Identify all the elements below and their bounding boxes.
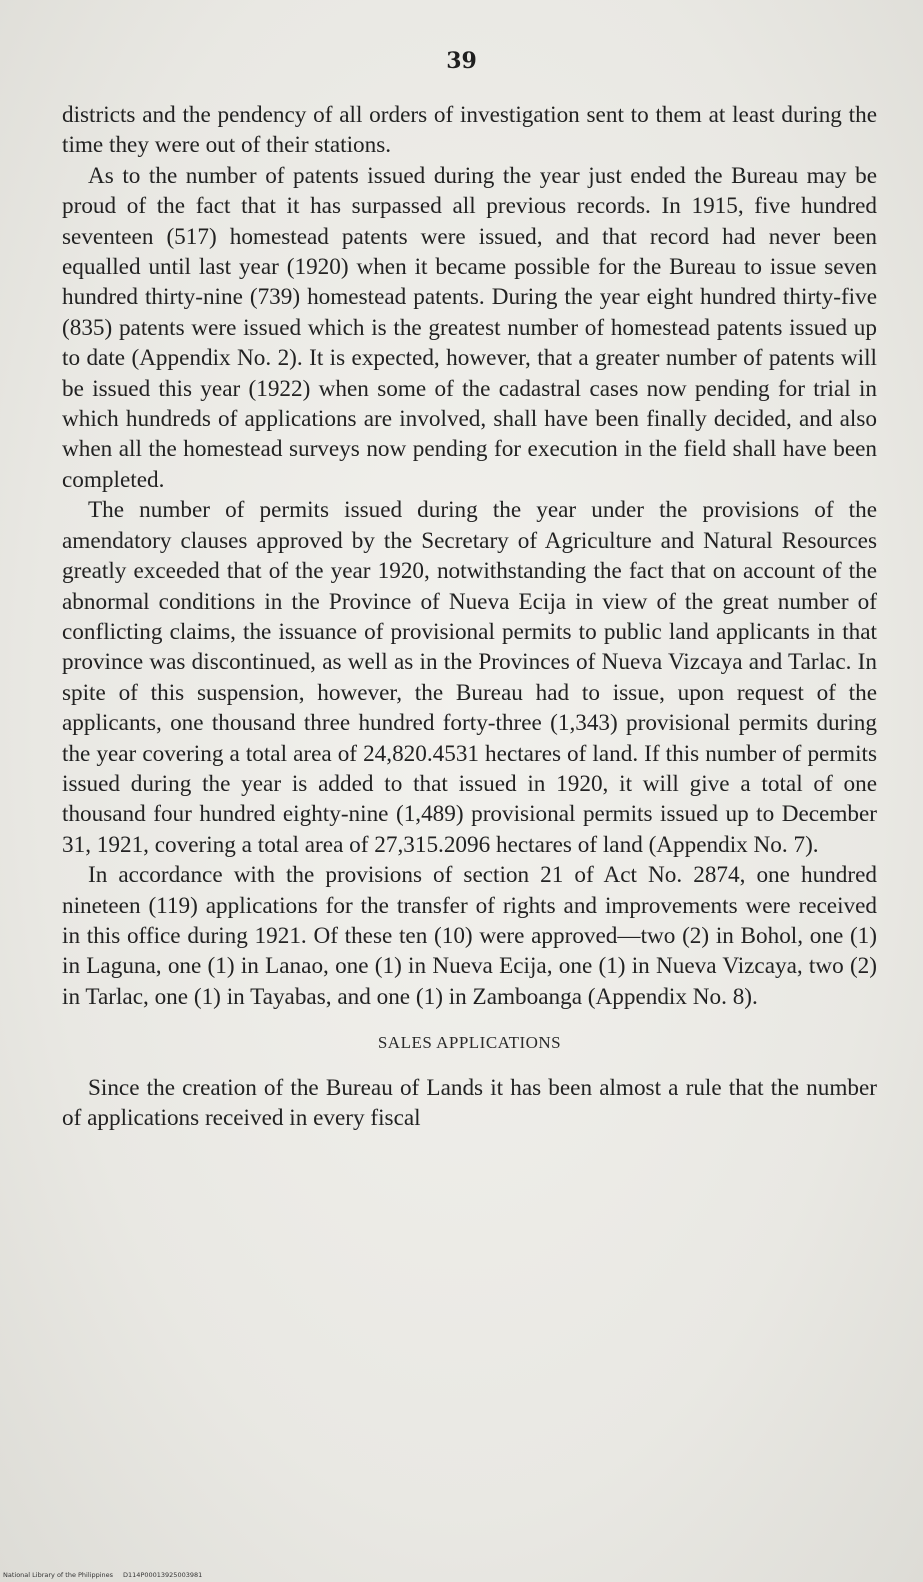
paragraph-sales-applications: Since the creation of the Bureau of Lands it has been almost a rule that the number of applications received in every fiscal [62, 1074, 877, 1131]
paragraph-continued: districts and the pendency of all orders of investigation sent to them at least during the time they were out of their stations. [62, 102, 877, 159]
paragraph-transfer-rights: In accordance with the provisions of section 21 of Act No. 2874, one hundred nineteen (119) applications for the transfer of rights and improvements were received in this office during 1921. Of these ten (10) were approved—two (2) in Bohol, one (1) in Laguna, one (1) in Lanao, one (1) in Nueva Ecija, one (1) in Nueva Vizcaya, two (2) in Tarlac, one (1) in Tayabas, and one (1) in Zamboanga (Appendix No. 8). [62, 862, 877, 1010]
page-number: 39 [446, 48, 477, 74]
section-heading: SALES APPLICATIONS [377, 1033, 562, 1053]
footer-id: D114P00013925003981 [123, 1571, 203, 1579]
paragraph-permits: The number of permits issued during the year under the provisions of the amendatory clauses approved by the Secretary of Agriculture and Natural Resources greatly exceeded that of the year 1920, notwithstanding the fact that on account of the abnormal conditions in the Province of Nueva Ecija in view of the great number of conflicting claims, the issuance of provisional permits to public land applicants in that province was discontinued, as well as in the Provinces of Nueva Vizcaya and Tarlac. In spite of this suspension, however, the Bureau had to issue, upon request of the applicants, one thousand three hundred forty-three (1,343) provisional permits during the year covering a total area of 24,820.4531 hectares of land. If this number of permits issued during the year is added to that issued in 1920, it will give a total of one thousand four hundred eighty-nine (1,489) provisional permits issued up to December 31, 1921, covering a total area of 27,315.2096 hectares of land (Appendix No. 7). [62, 497, 877, 858]
paragraph-patents: As to the number of patents issued during the year just ended the Bureau may be proud of the fact that it has surpassed all previous records. In 1915, five hundred seventeen (517) homestead patents were issued, and that record had never been equalled until last year (1920) when it became possible for the Bureau to issue seven hundred thirty-nine (739) homestead patents. During the year eight hundred thirty-five (835) patents were issued which is the greatest number of homestead patents issued up to date (Appendix No. 2). It is expected, however, that a greater number of patents will be issued this year (1922) when some of the cadastral cases now pending for trial in which hundreds of applications are involved, shall have been finally decided, and also when all the homestead surveys now pending for execution in the field shall have been completed. [62, 162, 877, 493]
scan-footer [3, 1571, 202, 1579]
footer-library: National Library of the Philippines [3, 1571, 114, 1579]
body-text [62, 100, 877, 1133]
